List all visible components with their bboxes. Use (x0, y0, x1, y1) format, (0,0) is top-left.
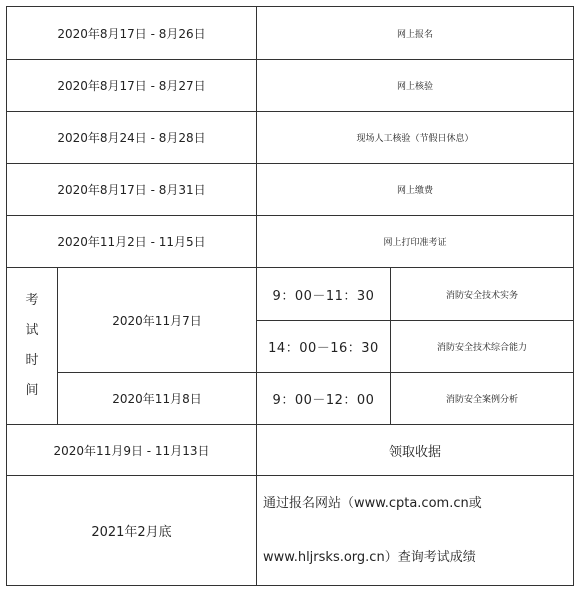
event-cell: 网上报名 (257, 7, 574, 60)
session-subject: 消防安全技术综合能力 (391, 321, 574, 373)
label-char: 间 (25, 383, 39, 398)
session-subject: 消防安全技术实务 (391, 268, 574, 321)
exam-schedule-table (6, 6, 574, 586)
label-char: 时 (25, 353, 39, 368)
event-cell: 网上缴费 (257, 164, 574, 216)
query-line: www.hljrsks.org.cn）查询考试成绩 (263, 549, 476, 565)
session-time: 14：00－16：30 (257, 321, 391, 373)
table-row (7, 268, 574, 321)
query-line: 通过报名网站（www.cpta.com.cn或 (263, 495, 482, 511)
session-time: 9：00－11：30 (257, 268, 391, 321)
event-cell: 网上打印准考证 (257, 216, 574, 268)
event-cell: 领取收据 (257, 425, 574, 476)
exam-time-label (7, 268, 58, 425)
table-row (7, 476, 574, 586)
table-row (7, 112, 574, 164)
event-cell: 现场人工核验（节假日休息） (257, 112, 574, 164)
label-char: 考 (25, 293, 39, 308)
date-cell: 2020年11月9日 - 11月13日 (7, 425, 257, 476)
table-row (7, 373, 574, 425)
table-row (7, 425, 574, 476)
date-cell: 2020年8月17日 - 8月31日 (7, 164, 257, 216)
table-row (7, 7, 574, 60)
label-char: 试 (25, 323, 39, 338)
table-row (7, 164, 574, 216)
session-time: 9：00－12：00 (257, 373, 391, 425)
date-cell: 2020年8月17日 - 8月27日 (7, 60, 257, 112)
table-row (7, 216, 574, 268)
date-cell: 2020年8月24日 - 8月28日 (7, 112, 257, 164)
date-cell: 2021年2月底 (7, 476, 257, 586)
event-cell: 网上核验 (257, 60, 574, 112)
date-cell: 2020年8月17日 - 8月26日 (7, 7, 257, 60)
date-cell: 2020年11月2日 - 11月5日 (7, 216, 257, 268)
exam-day-cell: 2020年11月8日 (58, 373, 257, 425)
session-subject: 消防安全案例分析 (391, 373, 574, 425)
result-query-cell (257, 476, 574, 586)
table-row (7, 60, 574, 112)
exam-day-cell: 2020年11月7日 (58, 268, 257, 373)
